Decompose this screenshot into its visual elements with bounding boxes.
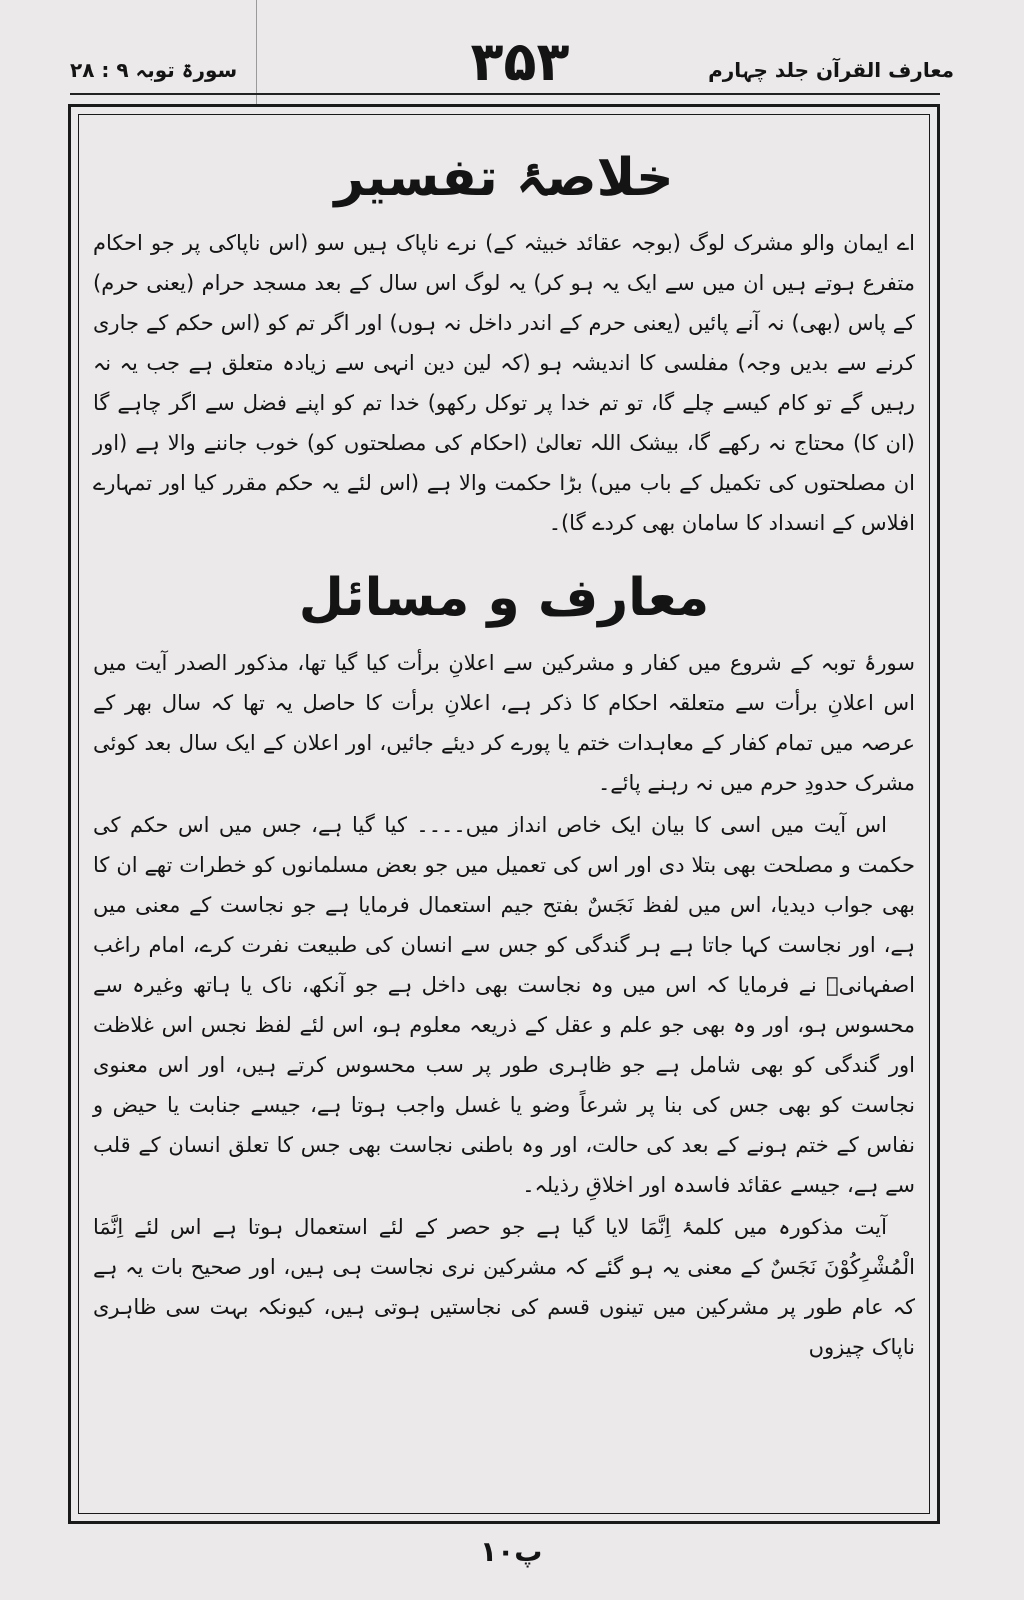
body-paragraph: اس آیت میں اسی کا بیان ایک خاص انداز میں۔۔۔۔ کیا گیا ہے، جس میں اس حکم کی حکمت و مصلحت بھی بتلا دی اور اس کی تعمیل میں جو بعض مسلمانوں کو خطرات تھے ان کا بھی جواب دیدیا، اس میں لفظ نَجَسٌ بفتح جیم استعمال فرمایا ہے جو نجاست کے معنی میں ہے، اور نجاست کہا جاتا ہے ہر گندگی کو جس سے انسان کی طبیعت نفرت کرے، امام راغب اصفہانیؒ نے فرمایا کہ اس میں وہ نجاست بھی داخل ہے جو آنکھ، ناک یا ہاتھ وغیرہ سے محسوس ہو، اور وہ بھی جو علم و عقل کے ذریعہ معلوم ہو، اس لئے لفظ نجس اس غلاظت اور گندگی کو بھی شامل ہے جو ظاہری طور پر سب محسوس کرتے ہیں، اور اس معنوی نجاست کو بھی جس کی بنا پر شرعاً وضو یا غسل واجب ہوتا ہے، جیسے جنابت یا حیض و نفاس کے ختم ہونے کے بعد کی حالت، اور وہ باطنی نجاست بھی جس کا تعلق انسان کے قلب سے ہے، جیسے عقائد فاسدہ اور اخلاقِ رذیلہ۔ [93,813,915,1197]
section-heading-khulasa-tafsir: خلاصۂ تفسیر [334,148,674,208]
section-heading-maarif-masail: معارف و مسائل [298,568,710,628]
page-header [0,0,1024,100]
header-rule [70,93,940,95]
body-paragraph: آیت مذکورہ میں کلمۂ اِنَّمَا لایا گیا ہے جو حصر کے لئے استعمال ہوتا ہے اس لئے اِنَّمَا الْمُشْرِكُوْنَ نَجَسٌ کے معنی یہ ہو گئے کہ مشرکین نری نجاست ہی ہیں، اور صحیح بات یہ ہے کہ عام طور پر مشرکین میں تینوں قسم کی نجاستیں ہوتی ہیں، کیونکہ بہت سی ظاہری ناپاک چیزوں [93,1215,915,1359]
signature-mark: پ۱۰ [480,1535,543,1568]
page-number: ۳۵۳ [470,30,570,93]
page-body [93,133,915,1367]
text-frame [78,114,930,1514]
surah-reference: سورۃ توبہ ۹ : ۲۸ [70,58,238,82]
body-paragraph: سورۂ توبہ کے شروع میں کفار و مشرکین سے اعلانِ برأت کیا گیا تھا، مذکور الصدر آیت میں اس اعلانِ برأت سے متعلقہ احکام کا ذکر ہے، اعلانِ برأت کا حاصل یہ تھا کہ سال بھر کے عرصہ میں تمام کفار کے معاہدات ختم یا پورے کر دیئے جائیں، اور اعلان کے ایک سال بعد کوئی مشرک حدودِ حرم میں نہ رہنے پائے۔ [93,651,915,795]
book-title: معارف القرآن جلد چہارم [708,58,954,82]
tafsir-summary-paragraph: اے ایمان والو مشرک لوگ (بوجہ عقائد خبیثہ کے) نرے ناپاک ہیں سو (اس ناپاکی پر جو احکام متفرع ہوتے ہیں ان میں سے ایک یہ ہو کر) یہ لوگ اس سال کے بعد مسجد حرام (یعنی حرم) کے پاس (بھی) نہ آنے پائیں (یعنی حرم کے اندر داخل نہ ہوں) اور اگر تم کو (اس حکم کے جاری کرنے سے بدیں وجہ) مفلسی کا اندیشہ ہو (کہ لین دین انہی سے زیادہ متعلق ہے جب یہ نہ رہیں گے تو کام کیسے چلے گا، تو تم خدا پر توکل رکھو) خدا تم کو اپنے فضل سے اگر چاہے گا (ان کا) محتاج نہ رکھے گا، بیشک اللہ تعالیٰ (احکام کی مصلحتوں کو) خوب جاننے والا ہے (اور ان مصلحتوں کی تکمیل کے باب میں) بڑا حکمت والا ہے (اس لئے یہ حکم مقرر کیا اور تمہارے افلاس کے انسداد کا سامان بھی کردے گا)۔ [93,231,915,535]
